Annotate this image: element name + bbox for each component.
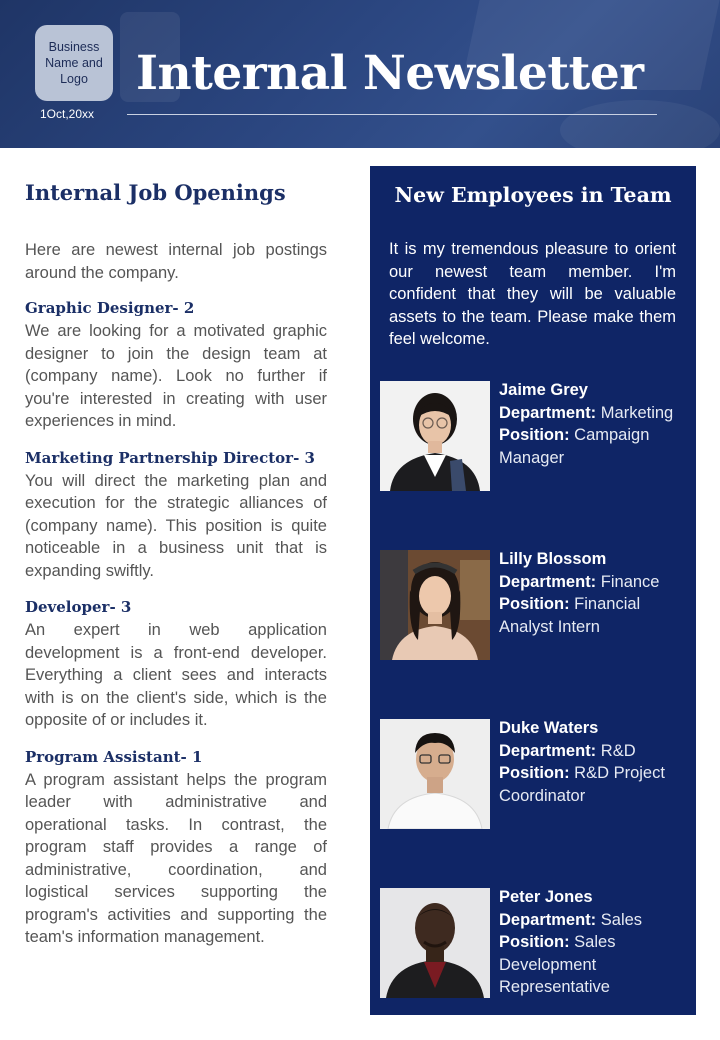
- employee-info: [499, 379, 685, 469]
- newsletter-title: Internal Newsletter: [136, 46, 644, 101]
- job-description: An expert in web application development is a front-end developer. Everything a client sees and interacts with is on the client's side, which is the opposite of or includes it.: [25, 621, 327, 729]
- employee-card: [380, 719, 686, 831]
- header-divider: [127, 114, 657, 115]
- new-employees-panel: [370, 166, 696, 1015]
- employee-department: [499, 909, 685, 932]
- job-description: You will direct the marketing plan and execution for the strategic alliances of (company name). This position is quite noticeable in a business unit that is expanding swiftly.: [25, 471, 327, 580]
- position-value: Financial Analyst Intern: [499, 595, 641, 636]
- employee-card: [380, 381, 686, 493]
- employee-department: [499, 740, 685, 763]
- job-title: Developer- 3: [25, 598, 132, 616]
- employee-department: [499, 402, 685, 425]
- employee-info: [499, 886, 685, 999]
- job-posting: [25, 298, 327, 433]
- employee-photo: [380, 381, 490, 491]
- department-label: Department:: [499, 741, 597, 760]
- job-openings-title: Internal Job Openings: [25, 180, 286, 205]
- employee-info: [499, 548, 685, 638]
- header-background-hand: [560, 100, 720, 148]
- position-label: Position:: [499, 764, 570, 782]
- employee-photo: [380, 888, 490, 998]
- job-posting: [25, 747, 327, 949]
- job-openings-section: [25, 180, 327, 964]
- employee-info: [499, 717, 685, 807]
- newsletter-date: 1Oct,20xx: [40, 107, 95, 121]
- position-label: Position:: [499, 595, 570, 613]
- position-value: Sales Development Representative: [499, 933, 616, 996]
- department-label: Department:: [499, 572, 597, 591]
- employee-position: [499, 762, 685, 807]
- logo-text: Business Name and Logo: [45, 40, 103, 86]
- logo-placeholder: [35, 25, 113, 101]
- employee-position: [499, 931, 685, 999]
- employee-department: [499, 571, 685, 594]
- position-value: Campaign Manager: [499, 426, 650, 467]
- employee-card: [380, 550, 686, 662]
- job-description: A program assistant helps the program leader with administrative and operational tasks. In contrast, the program staff provides a range of administrative, coordination, and logistical services supporting the program's activities and supporting the team's information management.: [25, 770, 327, 946]
- employee-position: [499, 424, 685, 469]
- employee-name: Peter Jones: [499, 888, 593, 906]
- job-title: Graphic Designer- 2: [25, 299, 195, 317]
- new-employees-intro: It is my tremendous pleasure to orient our newest team member. I'm confident that they will be valuable assets to the team. Please make them feel welcome.: [389, 240, 676, 348]
- employee-card: [380, 888, 686, 1000]
- job-title: Marketing Partnership Director- 3: [25, 448, 315, 467]
- employee-name: Duke Waters: [499, 719, 599, 737]
- position-label: Position:: [499, 933, 570, 951]
- job-description: We are looking for a motivated graphic designer to join the design team at (company name). Look no further if you're interested in creating with user experiences in mind.: [25, 322, 327, 430]
- employee-position: [499, 593, 685, 638]
- employee-name: Lilly Blossom: [499, 550, 607, 568]
- job-title: Program Assistant- 1: [25, 747, 203, 766]
- department-label: Department:: [499, 403, 597, 422]
- department-value: Marketing: [600, 403, 674, 422]
- department-value: Finance: [600, 572, 660, 591]
- new-employees-title: New Employees in Team: [394, 183, 672, 207]
- position-label: Position:: [499, 426, 570, 444]
- department-value: Sales: [600, 910, 643, 929]
- newsletter-header: [0, 0, 720, 148]
- employee-photo: [380, 550, 490, 660]
- job-posting: [25, 448, 327, 583]
- job-posting: [25, 597, 327, 732]
- position-value: R&D Project Coordinator: [499, 764, 665, 805]
- department-value: R&D: [600, 741, 636, 760]
- employee-photo: [380, 719, 490, 829]
- job-openings-intro: Here are newest internal job postings around the company.: [25, 241, 327, 282]
- employee-name: Jaime Grey: [499, 381, 588, 399]
- department-label: Department:: [499, 910, 597, 929]
